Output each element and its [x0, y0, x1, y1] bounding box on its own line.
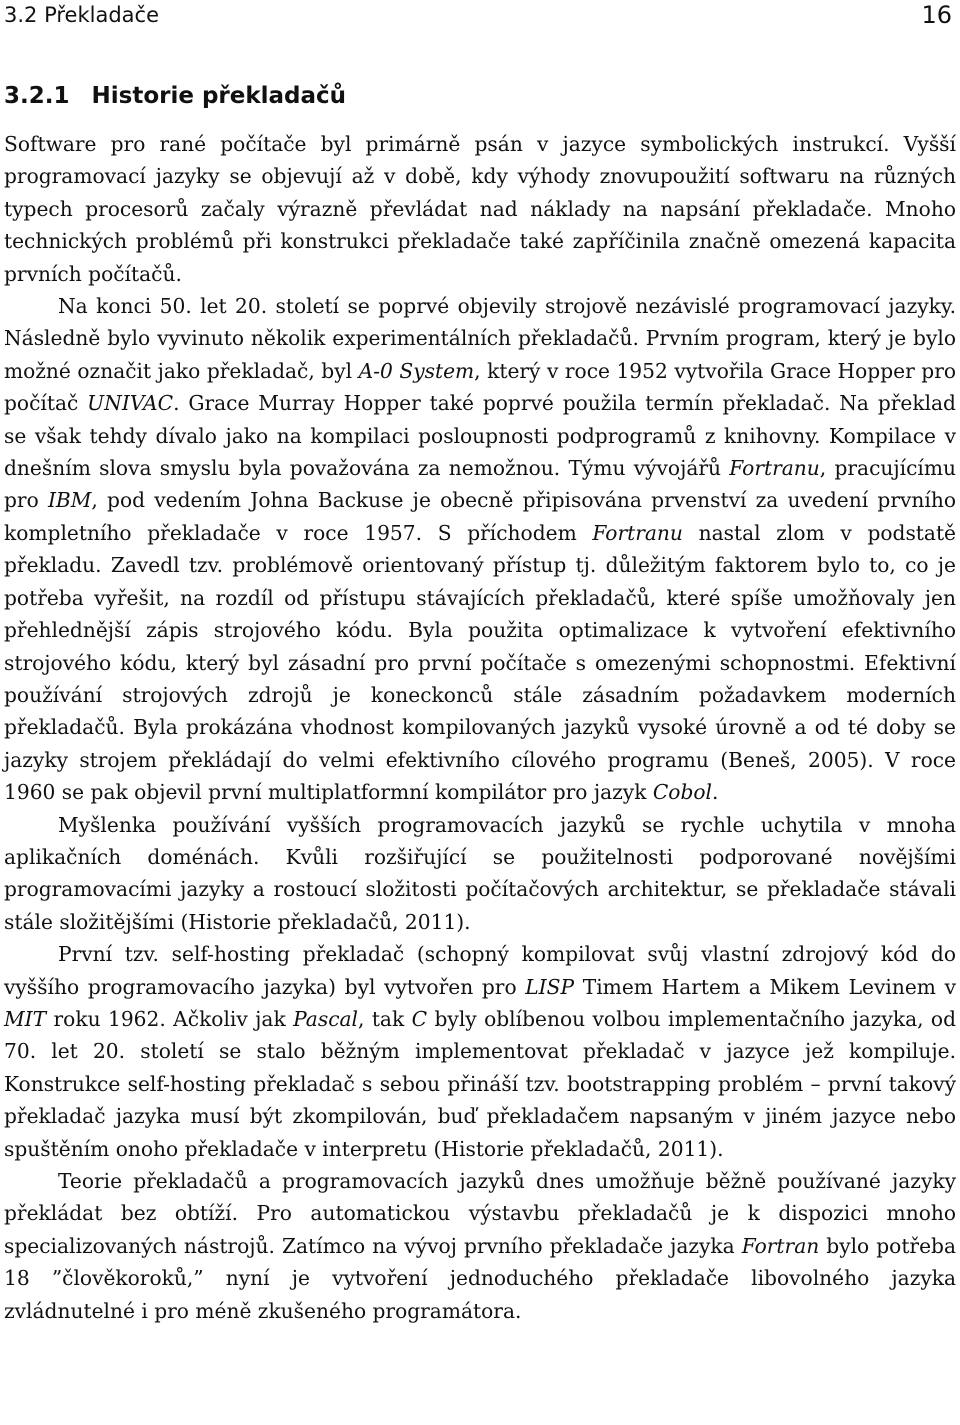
paragraph — [4, 938, 956, 1165]
section-number: 3.2.1 — [4, 83, 70, 109]
text-run: Teorie překladačů a programovacích jazyků dnes umožňuje běžně používané jazyky překládat bez obtíží. Pro automatickou výstavbu překladačů je k dispozici mnoho specializovaných nástrojů. Zatímco na vývoj prvního překladače jazyka — [4, 1169, 956, 1258]
paragraph — [4, 809, 956, 939]
italic-term: IBM — [47, 488, 92, 513]
text-run: , pod vedením Johna Backuse je obecně připisována prvenství za uvedení prvního kompletního překladače v roce 1957. S příchodem — [4, 488, 956, 545]
section-title — [4, 80, 346, 112]
text-run: Na konci 50. let 20. století se poprvé objevily strojově nezávislé programovací jazyky. Následně bylo vyvinuto několik experimentálních překladačů. Prvním program, který je bylo možné označit jako překladač, byl — [4, 294, 956, 383]
text-run: , tak — [358, 1006, 412, 1031]
italic-term: UNIVAC — [87, 391, 174, 416]
page-number: 16 — [921, 1, 952, 29]
paragraph — [4, 290, 956, 809]
italic-term: MIT — [4, 1006, 47, 1031]
text-run: bylo potřeba 18 ”člověkoroků,” nyní je vytvoření jednoduchého překladače libovolného jazyka zvládnutelné i pro méně zkušeného programátora. — [4, 1233, 956, 1323]
italic-term: C — [411, 1006, 428, 1031]
italic-term: A-0 System — [358, 358, 475, 383]
text-run: , který v roce 1952 vytvořila Grace Hopper pro počítač — [4, 358, 956, 416]
section-title-text: Historie překladačů — [91, 83, 347, 109]
text-run: , pracujícímu pro — [4, 456, 957, 513]
italic-term: Cobol — [652, 780, 712, 805]
italic-term: Fortranu — [729, 456, 820, 481]
italic-term: Fortran — [741, 1233, 820, 1258]
italic-term: LISP — [525, 974, 575, 999]
text-run: První tzv. self-hosting překladač (schopný kompilovat svůj vlastní zdrojový kód do vyššího programovacího jazyka) byl vytvořen pro — [4, 942, 956, 999]
chapter-heading: 3.2 Překladače — [4, 3, 159, 27]
paragraph — [4, 128, 956, 290]
italic-term: Fortranu — [592, 520, 683, 545]
paragraph — [4, 1165, 956, 1327]
text-run: . Grace Murray Hopper také poprvé použila termín překladač. Na překlad se však tehdy dívalo jako na kompilaci posloupnosti podprogramů z knihovny. Kompilace v dnešním slova smyslu byla považována za nemožnou. Týmu vývojářů — [4, 391, 956, 481]
text-run: . — [712, 780, 719, 805]
text-run: nastal zlom v podstatě překladu. Zavedl tzv. problémově orientovaný přístup tj. důležitým faktorem bylo to, co je potřeba vyřešit, na rozdíl od přístupu stávajících překladačů, které spíše umožňovaly jen přehlednější zápis strojového kódu. Byla použita optimalizace k vytvoření efektivního strojového kódu, který byl zásadní pro první počítače s omezenými schopnostmi. Efektivní používání strojových zdrojů je koneckonců stále zásadním požadavkem moderních překladačů. Byla prokázána vhodnost kompilovaných jazyků vysoké úrovně a od té doby se jazyky strojem překládají do velmi efektivního cílového programu (Beneš, 2005). V roce 1960 se pak objevil první multiplatformní kompilátor pro jazyk — [4, 520, 957, 805]
text-run: byly oblíbenou volbou implementačního jazyka, od 70. let 20. století se stalo běžným implementovat překladač v jazyce jež kompiluje. Konstrukce self-hosting překladač s sebou přináší tzv. bootstrapping problém – první takový překladač jazyka musí být zkompilován, buď překladačem napsaným v jiném jazyce nebo spuštěním onoho překladače v interpretu (Historie překladačů, 2011). — [4, 1006, 957, 1161]
text-run: Timem Hartem a Mikem Levinem v — [574, 974, 956, 999]
italic-term: Pascal — [293, 1006, 358, 1031]
text-run: roku 1962. Ačkoliv jak — [46, 1006, 294, 1031]
body-text — [4, 128, 956, 1327]
text-run: Software pro rané počítače byl primárně psán v jazyce symbolických instrukcí. Vyšší programovací jazyky se objevují až v době, kdy výhody znovupoužití softwaru na různých typech procesorů začaly výrazně převládat nad náklady na napsání překladače. Mnoho technických problémů při konstrukci překladače také zapříčinila značně omezená kapacita prvních počítačů. — [4, 132, 956, 286]
text-run: Myšlenka používání vyšších programovacích jazyků se rychle uchytila v mnoha aplikačních doménách. Kvůli rozšiřující se použitelnosti podporované novějšími programovacími jazyky a rostoucí složitosti počítačových architektur, se překladače stávali stále složitějšími (Historie překladačů, 2011). — [4, 812, 956, 934]
